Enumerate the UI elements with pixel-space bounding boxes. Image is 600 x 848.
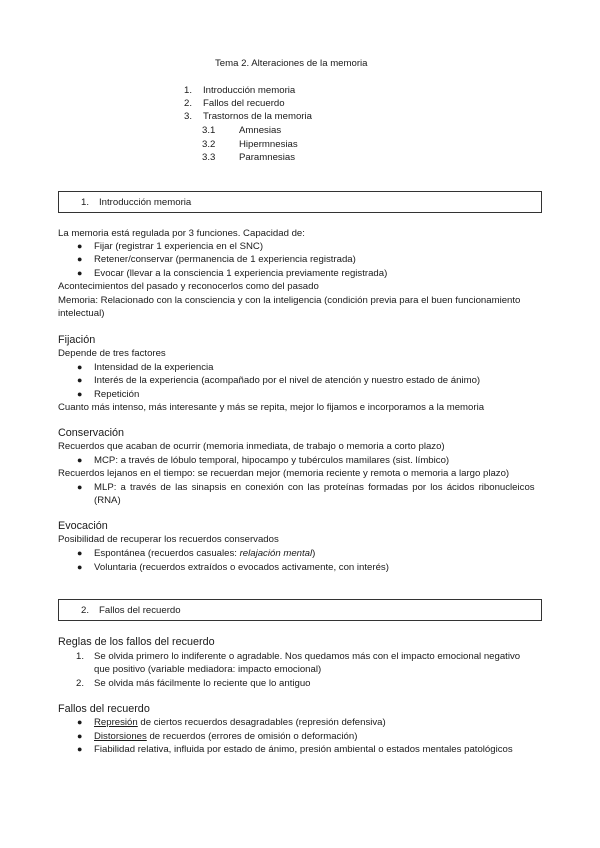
bullet-icon: ● bbox=[77, 548, 83, 558]
list-item: Interés de la experiencia (acompañado por el nivel de atención y nuestro estado de ánimo) bbox=[94, 375, 481, 386]
subheading-reglas: Reglas de los fallos del recuerdo bbox=[58, 636, 215, 648]
section-1-header bbox=[58, 191, 542, 213]
paragraph: Posibilidad de recuperar los recuerdos conservados bbox=[58, 534, 279, 545]
toc-subitem-num: 3.1 bbox=[202, 125, 216, 136]
list-item: Voluntaria (recuerdos extraídos o evocados activamente, con interés) bbox=[94, 562, 389, 573]
list-item: que positivo (variable mediadora: impacto emocional) bbox=[94, 664, 322, 675]
toc-subitem-label: Amnesias bbox=[239, 125, 282, 136]
section-2-header bbox=[58, 599, 542, 621]
text-run: Espontánea (recuerdos casuales: bbox=[94, 548, 240, 559]
bullet-icon: ● bbox=[77, 482, 83, 492]
list-item: Repetición bbox=[94, 389, 140, 400]
list-item: Fiabilidad relativa, influida por estado de ánimo, presión ambiental o estados mentales patológicos bbox=[94, 744, 513, 755]
list-item: Evocar (llevar a la consciencia 1 experiencia previamente registrada) bbox=[94, 268, 388, 279]
section-2-title: Fallos del recuerdo bbox=[99, 605, 181, 616]
bullet-icon: ● bbox=[77, 362, 83, 372]
memory-intro: La memoria está regulada por 3 funciones. Capacidad de: bbox=[58, 228, 305, 239]
page-title: Tema 2. Alteraciones de la memoria bbox=[215, 58, 368, 69]
toc-item-label: Introducción memoria bbox=[203, 85, 296, 96]
list-item: Retener/conservar (permanencia de 1 experiencia registrada) bbox=[94, 254, 356, 265]
list-item bbox=[94, 547, 315, 560]
list-item: Intensidad de la experiencia bbox=[94, 362, 214, 373]
subheading-fijacion: Fijación bbox=[58, 334, 96, 346]
list-item-num: 2. bbox=[76, 678, 85, 689]
section-1-title: Introducción memoria bbox=[99, 197, 192, 208]
toc-item-num: 3. bbox=[184, 111, 193, 122]
toc-item-num: 2. bbox=[184, 98, 193, 109]
list-item bbox=[94, 716, 386, 729]
toc-item-label: Trastornos de la memoria bbox=[203, 111, 312, 122]
text-run-underlined: Represión bbox=[94, 717, 138, 728]
list-item: MCP: a través de lóbulo temporal, hipocampo y tubérculos mamilares (sist. límbico) bbox=[94, 455, 450, 466]
section-1-number: 1. bbox=[81, 197, 90, 208]
toc-subitem-num: 3.2 bbox=[202, 139, 216, 150]
paragraph: Memoria: Relacionado con la consciencia y con la inteligencia (condición previa para el buen funcionamiento bbox=[58, 295, 521, 306]
list-item: MLP: a través de las sinapsis en conexión con las proteínas formadas por los ácidos ribonucleicos bbox=[94, 482, 535, 493]
subheading-conservacion: Conservación bbox=[58, 427, 125, 439]
bullet-icon: ● bbox=[77, 717, 83, 727]
bullet-icon: ● bbox=[77, 455, 83, 465]
paragraph: Recuerdos que acaban de ocurrir (memoria inmediata, de trabajo o memoria a corto plazo) bbox=[58, 441, 445, 452]
text-run: de recuerdos (errores de omisión o deformación) bbox=[146, 731, 358, 742]
text-run: de ciertos recuerdos desagradables (represión defensiva) bbox=[137, 717, 386, 728]
subheading-fallos: Fallos del recuerdo bbox=[58, 703, 150, 715]
paragraph: Depende de tres factores bbox=[58, 348, 166, 359]
text-run-underlined: Distorsiones bbox=[94, 731, 147, 742]
paragraph: intelectual) bbox=[58, 308, 105, 319]
section-2-number: 2. bbox=[81, 605, 90, 616]
list-item: (RNA) bbox=[94, 495, 121, 506]
subheading-evocacion: Evocación bbox=[58, 520, 108, 532]
text-run: ) bbox=[312, 548, 316, 559]
list-item bbox=[94, 730, 357, 743]
bullet-icon: ● bbox=[77, 744, 83, 754]
bullet-icon: ● bbox=[77, 254, 83, 264]
bullet-icon: ● bbox=[77, 268, 83, 278]
toc-subitem-label: Paramnesias bbox=[239, 152, 295, 163]
paragraph: Recuerdos lejanos en el tiempo: se recuerdan mejor (memoria reciente y remota o memoria a largo plazo) bbox=[58, 468, 510, 479]
toc-subitem-num: 3.3 bbox=[202, 152, 216, 163]
toc-item-label: Fallos del recuerdo bbox=[203, 98, 285, 109]
bullet-icon: ● bbox=[77, 731, 83, 741]
paragraph: Acontecimientos del pasado y reconocerlos como del pasado bbox=[58, 281, 319, 292]
list-item: Se olvida más fácilmente lo reciente que lo antiguo bbox=[94, 678, 311, 689]
list-item: Fijar (registrar 1 experiencia en el SNC) bbox=[94, 241, 264, 252]
bullet-icon: ● bbox=[77, 375, 83, 385]
bullet-icon: ● bbox=[77, 241, 83, 251]
list-item: Se olvida primero lo indiferente o agradable. Nos quedamos más con el impacto emocional negativo bbox=[94, 651, 521, 662]
bullet-icon: ● bbox=[77, 389, 83, 399]
bullet-icon: ● bbox=[77, 562, 83, 572]
toc-subitem-label: Hipermnesias bbox=[239, 139, 298, 150]
list-item-num: 1. bbox=[76, 651, 85, 662]
toc-item-num: 1. bbox=[184, 85, 193, 96]
text-run-italic: relajación mental bbox=[239, 548, 313, 559]
paragraph: Cuanto más intenso, más interesante y más se repita, mejor lo fijamos e incorporamos a la memoria bbox=[58, 402, 485, 413]
